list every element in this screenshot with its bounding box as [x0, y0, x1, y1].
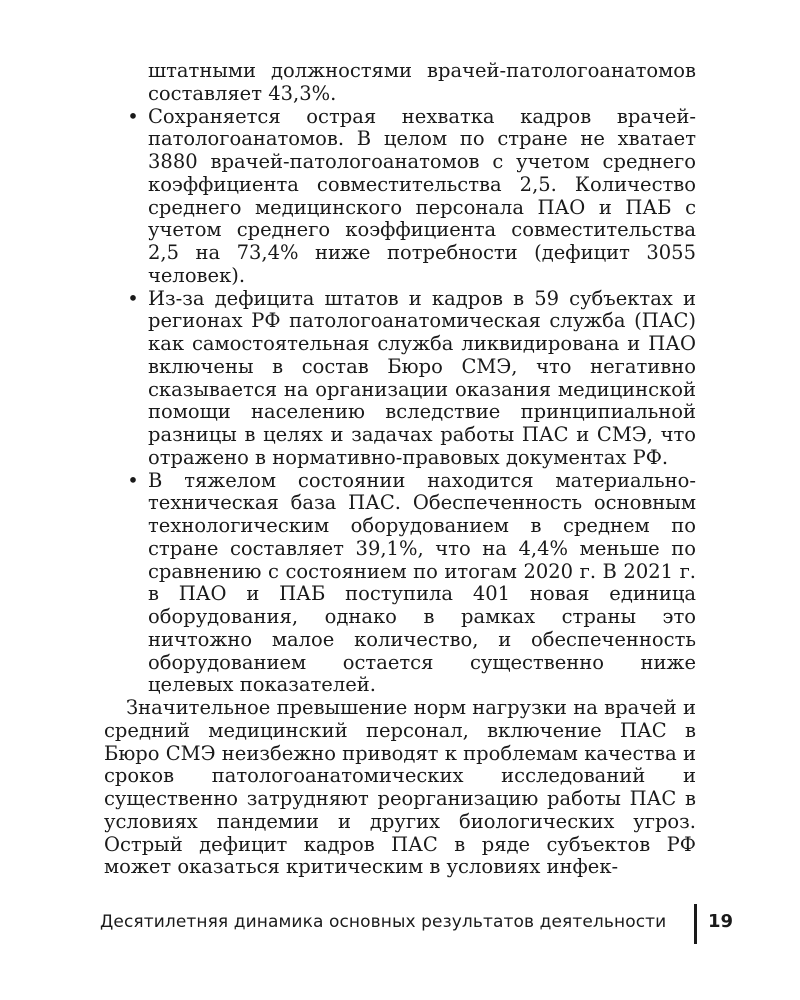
bullet-text: В тяжелом состоянии находится материально-техническая база ПАС. Обеспеченность основным технологическим оборудованием в среднем по стране составляет 39,1%, что на 4,4% меньше по сравнению с состоянием по итогам 2020 г. В 2021 г. в ПАО и ПАБ поступила 401 новая единица оборудования, однако в рамках страны это ничтожно малое количество, и обеспеченность оборудованием остается существенно ниже целевых показателей. [148, 468, 696, 697]
bullet-text: Из-за дефицита штатов и кадров в 59 субъектах и регионах РФ патологоанатомическая служба (ПАС) как самостоятельная служба ликвидирована и ПАО включены в состав Бюро СМЭ, что негативно сказывается на организации оказания медицинской помощи населению вследствие принципиальной разницы в целях и задачах работы ПАС и СМЭ, что отражено в нормативно-правовых документах РФ. [148, 286, 696, 469]
bullet-item [104, 106, 696, 288]
footer-divider [694, 904, 697, 944]
body-text [104, 60, 696, 879]
bullet-text: Сохраняется острая нехватка кадров врачей-патологоанатомов. В целом по стране не хватает 3880 врачей-патологоанатомов с учетом среднего коэффициента совместительства 2,5. Количество среднего медицинского персонала ПАО и ПАБ с учетом среднего коэффициента совместительства 2,5 на 73,4% ниже потребности (дефицит 3055 человек). [148, 104, 696, 287]
continuation-text: штатными должностями врачей-патологоанатомов составляет 43,3%. [148, 59, 696, 105]
bullet-marker: • [127, 468, 139, 492]
body-paragraph: Значительное превышение норм нагрузки на врачей и средний медицинский персонал, включение ПАС в Бюро СМЭ неизбежно приводят к проблемам качества и сроков патологоанатомических исследований и существенно затрудняют реорганизацию работы ПАС в условиях пандемии и других биологических угроз. Острый дефицит кадров ПАС в ряде субъектов РФ может оказаться критическим в условиях инфек- [104, 696, 696, 879]
bullet-item [104, 288, 696, 470]
bullet-marker: • [127, 104, 139, 128]
bullet-marker: • [127, 286, 139, 310]
page-footer [100, 904, 734, 944]
bullet-item [104, 470, 696, 698]
bullet-list [104, 106, 696, 698]
page-number: 19 [708, 911, 734, 932]
running-title: Десятилетняя динамика основных результатов деятельности [100, 912, 667, 932]
